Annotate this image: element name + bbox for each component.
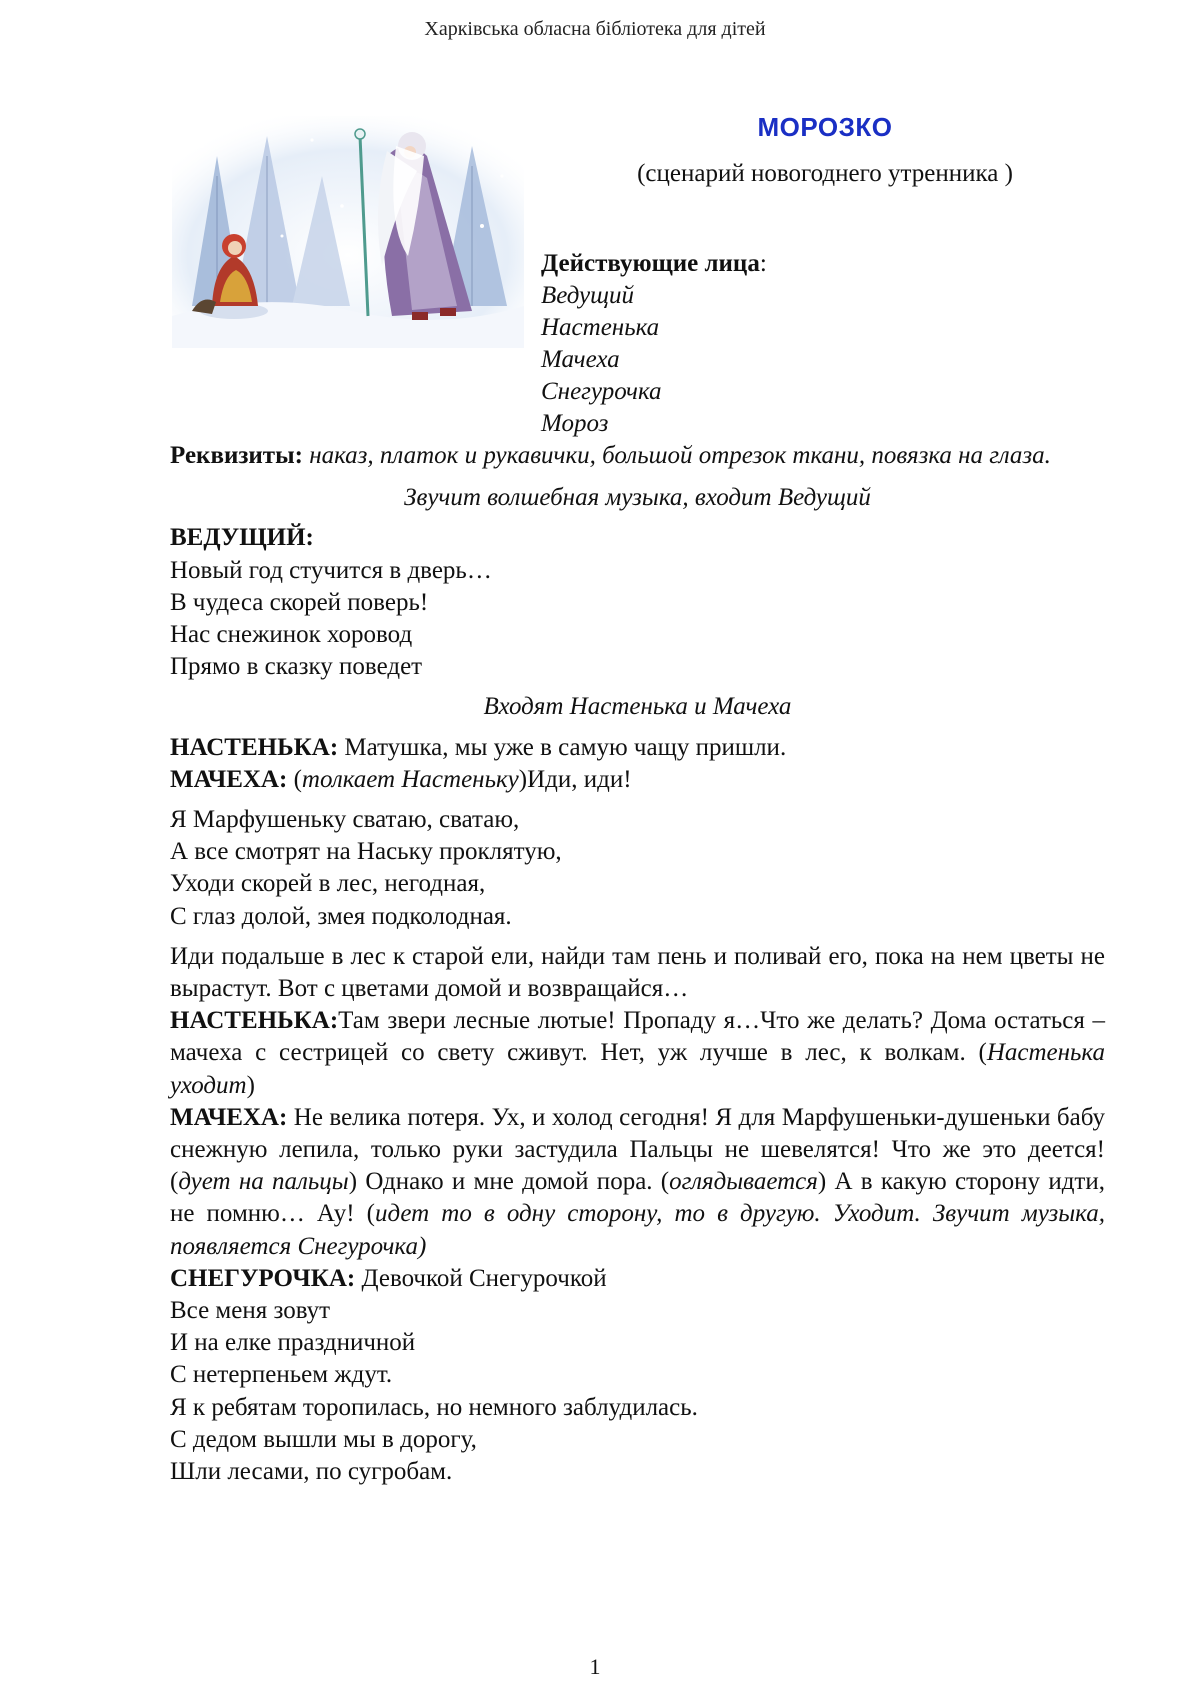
verse-line: И на елке праздничной [170,1329,416,1357]
dialogue-text: )Иди, иди! [518,765,632,793]
script-body [170,440,1105,1488]
dialogue-line [170,732,1105,764]
verse-line: Уходи скорей в лес, негодная, [170,870,486,898]
speaker-nastenka: НАСТЕНЬКА: [170,733,339,761]
verse-line: А все смотрят на Наську проклятую, [170,838,562,866]
dialogue-line [170,764,1105,796]
cast-role: Ведущий [541,282,635,309]
paren-close: ) [246,1071,255,1099]
prose-paragraph: Иди подальше в лес к старой ели, найди там пень и поливай его, пока на нем цветы не вырастут. Вот с цветами домой и возвращайся… [170,942,1105,1003]
verse-line: Я к ребятам торопилась, но немного заблудилась. [170,1393,698,1421]
dialogue-text: Девочкой Снегурочкой [355,1264,607,1292]
verse-line: Все меня зовут [170,1297,331,1325]
verse-line: Я Марфушеньку сватаю, сватаю, [170,806,520,834]
stage-direction-inline: дует на пальцы [178,1168,349,1196]
winter-fairytale-illustration [172,116,524,348]
stage-direction-inline: оглядывается [669,1168,818,1196]
speaker-snow-maiden: СНЕГУРОЧКА: [170,1264,356,1292]
props-label: Реквизиты: [170,442,303,469]
verse-line: Новый год стучится в дверь… [170,556,492,584]
page-header: Харківська обласна бібліотека для дітей [424,18,766,40]
verse-line: С нетерпеньем ждут. [170,1361,393,1389]
stage-direction-inline: Настенька уходит [170,1039,1105,1099]
document-subtitle: (сценарий новогоднего утренника ) [637,160,1013,187]
dialogue-text: Матушка, мы уже в самую чащу пришли. [338,733,787,761]
speaker-stepmother: МАЧЕХА: [170,1103,288,1131]
dialogue-line [170,1263,1105,1295]
page-number: 1 [589,1654,601,1679]
document-title: МОРОЗКО [757,112,893,142]
dialogue-line [170,1005,1105,1102]
speaker-host: ВЕДУЩИЙ: [170,524,314,552]
dialogue-text: Не велика потеря. Ух, и холод сегодня! Я для Марфушеньки-душеньки бабу снежную лепила, только руки застудила Пальцы не шевелятся! Что же это деется! ( [170,1103,1105,1196]
verse-line: С дедом вышли мы в дорогу, [170,1425,477,1453]
stage-direction: Звучит волшебная музыка, входит Ведущий [404,484,871,512]
verse-line: Прямо в сказку поведет [170,653,423,681]
stage-direction-inline: толкает Настеньку [301,765,519,793]
dialogue-text: ) Однако и мне домой пора. ( [348,1168,670,1196]
stage-direction-inline: идет то в одну сторону, то в другую. Уходит. Звучит музыка, появляется Снегурочка) [170,1200,1105,1260]
dialogue-line [170,1102,1105,1263]
verse-line: Нас снежинок хоровод [170,621,413,649]
verse-line: С глаз долой, змея подколодная. [170,902,512,930]
cast-heading: Действующие лица [541,250,760,277]
dialogue-text: Там звери лесные лютые! Пропаду я…Что же делать? Дома остаться – мачеха с сестрицей со свету сживут. Нет, уж лучше в лес, к волкам. ( [170,1007,1105,1067]
verse-line: В чудеса скорей поверь! [170,588,429,616]
stage-direction: Входят Настенька и Мачеха [483,693,792,721]
cast-heading-line [541,248,767,280]
cast-list [541,248,767,440]
verse-line: Шли лесами, по сугробам. [170,1458,453,1486]
cast-role: Снегурочка [541,378,662,405]
cast-role: Мачеха [541,346,620,373]
speaker-stepmother: МАЧЕХА: [170,765,288,793]
props-paragraph [170,440,1105,472]
speaker-nastenka: НАСТЕНЬКА: [170,1007,339,1035]
cast-colon: : [759,250,767,277]
cast-role: Мороз [541,410,609,437]
dialogue-text: ) А в какую сторону идти, не помню… Ау! ( [170,1168,1105,1228]
props-text: наказ, платок и рукавички, большой отрезок ткани, повязка на глаза. [302,442,1051,469]
paren-open: ( [287,765,302,793]
cast-role: Настенька [541,314,660,341]
